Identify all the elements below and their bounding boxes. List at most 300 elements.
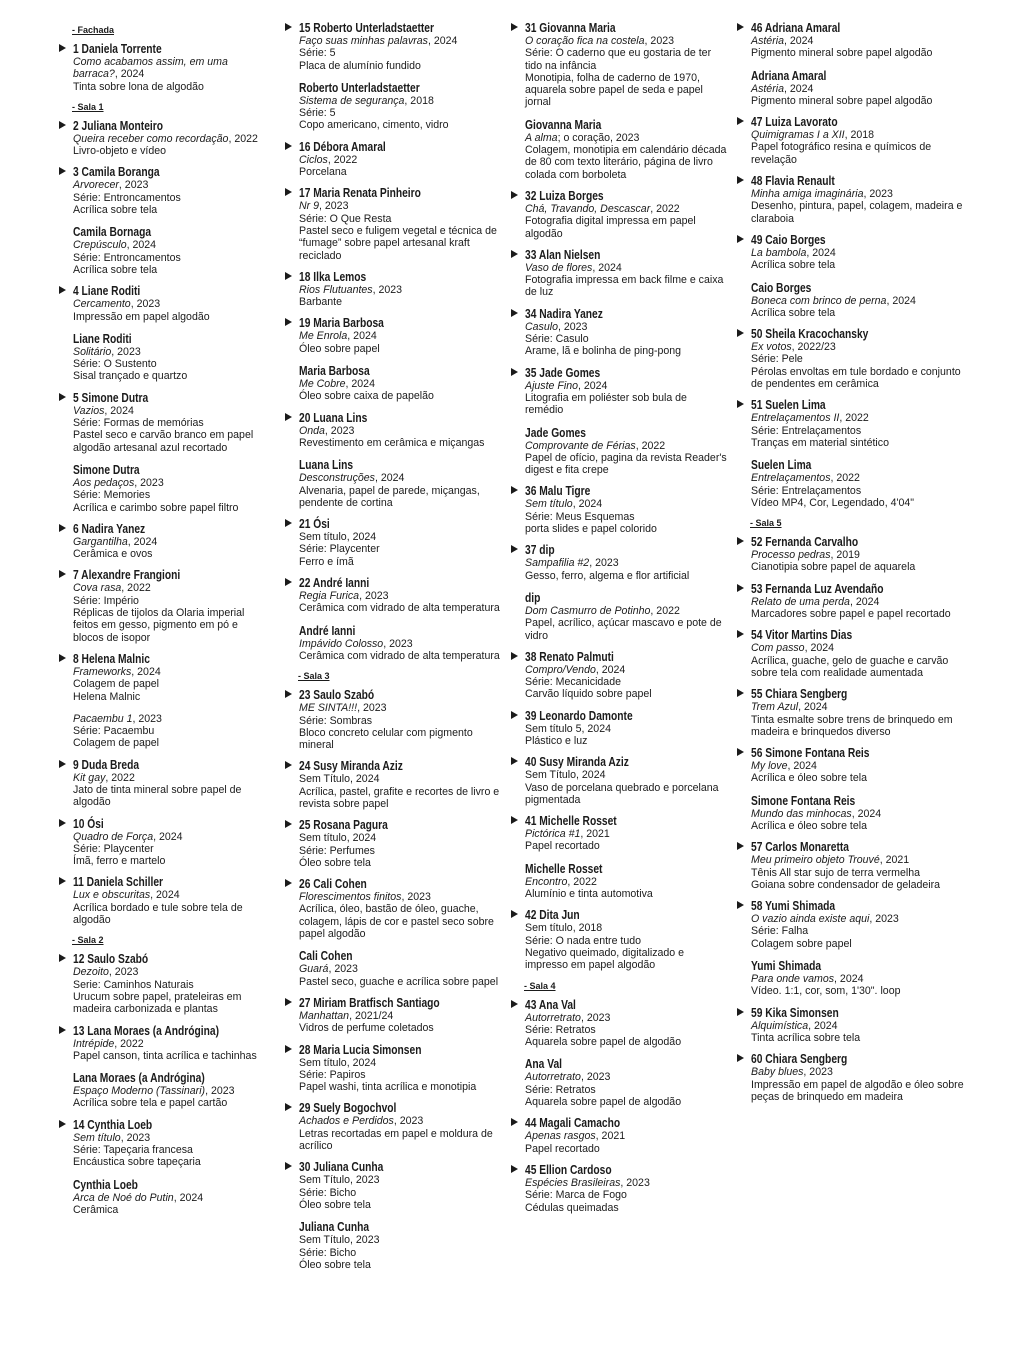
work-block [751,1053,964,1103]
artwork-entry [58,1119,270,1216]
work-block [73,523,270,561]
detail-line: Colagem de papel [73,737,159,750]
artist-name: 6 Nadira Yanez [73,521,146,536]
detail-line: Série: Entroncamentos [73,251,181,264]
work-block [525,999,728,1049]
detail-line: Impressão em papel algodão [73,310,210,323]
work-block [525,909,728,971]
title-line [73,1085,270,1097]
artist-name: 20 Luana Lins [299,410,368,425]
work-block [525,592,728,642]
work-block [525,1164,728,1214]
artwork-entry [736,841,964,891]
title-line [751,701,964,713]
work-block [525,485,728,535]
arrow-icon [737,901,744,909]
detail-line: Acrílica sobre tela [751,306,836,319]
arrow-icon [285,578,292,586]
artist-name: Camila Bornaga [73,225,152,240]
work-year: , 2024 [783,82,814,95]
artist-name: 51 Suelen Lima [751,398,826,413]
detail-line: Cianotipia sobre papel de aquarela [751,561,916,574]
detail-line: Série: O nada entre tudo [525,934,642,947]
artist-name: 55 Chiara Sengberg [751,687,848,702]
artwork-entry [58,120,270,158]
work-block [299,365,500,403]
work-title: Kit gay [73,771,106,784]
work-year: , 2022 [114,1037,144,1050]
detail-line: Vídeo. 1:1, cor, som, 1'30". loop [751,985,901,998]
title-line [73,56,270,81]
detail-line: Bloco concreto celular com pigmento mineral [299,726,473,752]
work-title: Onda [299,424,325,437]
work-block [73,1119,270,1169]
work-block [751,328,964,390]
artist-name: 18 Ilka Lemos [299,269,367,284]
work-year: , 2024 [345,378,375,391]
detail-line: Colagem sobre papel [751,937,852,950]
detail-line: Acrílica sobre tela e papel cartão [73,1097,228,1110]
work-block [73,818,270,868]
detail-line: Série: Entrelaçamentos [751,424,862,437]
artwork-entry [736,175,964,225]
section-heading: - Sala 4 [524,980,556,991]
artist-name: 31 Giovanna Maria [525,21,616,35]
work-title: Ex votos [751,341,792,354]
work-block [299,760,500,810]
detail-line: Papel de ofício, pagina da revista Reader's digest e fita crepe [525,451,727,477]
detail-line: Sem Título, 2024 [525,769,606,782]
work-block [73,713,270,750]
title-line [299,154,500,166]
title-line [751,83,964,95]
artist-name: 41 Michelle Rosset [525,814,617,829]
work-title: Regia Furica [299,590,360,603]
work-title: Frameworks [73,665,132,678]
title-line [751,341,964,353]
detail-line: Impressão em papel de algodão e óleo sobre peças de brinquedo em madeira [751,1078,964,1103]
title-line [525,262,728,274]
detail-line: Acrílica e carimbo sobre papel filtro [73,501,239,514]
detail-line: Série: O Que Resta [299,212,392,225]
detail-line: Sem título, 2024 [299,832,377,845]
artist-name: Ana Val [525,1057,563,1072]
detail-line: Série: O Sustento [73,358,157,371]
detail-line: Tênis All star sujo de terra vermelha [751,866,920,879]
detail-line: Vidros de perfume coletados [299,1022,434,1035]
artist-name: 26 Cali Cohen [299,877,367,892]
detail-line: Acrílica, óleo, bastão de óleo, guache, colagem, lápis de cor e pastel seco sobre papel algodão [299,903,494,941]
work-title: Entrelaçamentos II [751,412,840,425]
artist-name: 40 Susy Miranda Aziz [525,755,629,770]
work-year: , 2023 [134,476,164,489]
arrow-icon [511,545,518,553]
title-line [73,346,270,358]
work-year: , 2022 [830,472,860,485]
detail-line: Serie: Caminhos Naturais [73,978,194,991]
arrow-icon [285,23,292,31]
title-line [525,605,728,617]
work-year: , 2024 [104,404,134,417]
artwork-entry [736,1007,964,1045]
artist-name: Maria Barbosa [299,364,370,379]
work-title: Vazios [73,404,105,417]
artist-name: 21 Ósi [299,517,330,532]
work-block [751,900,964,950]
column-2 [284,22,500,1280]
detail-line: Fotografia digital impressa em papel algodão [525,215,696,240]
arrow-icon [285,998,292,1006]
detail-line: Série: Formas de memórias [73,417,204,430]
arrow-icon [285,142,292,150]
arrow-icon [511,191,518,199]
title-line [299,95,500,107]
artwork-entry [510,485,728,535]
arrow-icon [59,393,66,401]
work-block [751,175,964,225]
arrow-icon [59,654,66,662]
artist-name: Cali Cohen [299,949,353,964]
work-title: Impávido Colosso [299,637,384,650]
detail-line: Papel recortado [525,1142,600,1155]
artwork-entry [284,271,500,309]
artist-name: 52 Fernanda Carvalho [751,535,859,550]
artwork-entry [736,900,964,997]
work-block [299,625,500,663]
detail-line: Sem título 5, 2024 [525,722,611,735]
detail-line: Acrílica sobre tela [751,259,836,272]
arrow-icon [59,44,66,52]
artwork-entry [284,22,500,132]
artwork-entry [510,544,728,641]
work-year: , 2023 [357,702,387,715]
work-year: , 2022 [635,439,666,452]
artist-name: Roberto Unterladstaetter [299,80,420,95]
detail-line: Helena Malnic [73,690,141,703]
artist-name: Giovanna Maria [525,117,602,132]
detail-line: Barbante [299,296,342,309]
detail-line: Porcelana [299,166,347,179]
arrow-icon [737,1008,744,1016]
artist-name: 46 Adriana Amaral [751,21,841,35]
artwork-entry [510,756,728,806]
title-line [525,203,728,215]
work-title: Arca de Noé do Putin [73,1191,174,1204]
detail-line: Alvenaria, papel de parede, miçangas, pendente de cortina [299,484,480,509]
artist-name: 54 Vitor Martins Dias [751,628,853,643]
work-year: , 2023 [319,200,349,213]
work-block [525,190,728,240]
title-line [299,702,500,714]
work-title: Achados e Perdidos [299,1115,394,1128]
arrow-icon [737,329,744,337]
work-title: Cova rasa [73,582,122,595]
work-title: Desconstruções [299,472,375,485]
detail-line: Tranças em material sintético [751,436,889,449]
detail-line: Colagem de papel [73,678,159,691]
artwork-entry [284,317,500,402]
work-title: Guará [299,963,329,976]
arrow-icon [511,309,518,317]
artwork-entry [736,747,964,832]
work-year: , 2023 [401,891,431,904]
work-title: Mundo das minhocas [751,807,852,820]
title-line [73,889,270,901]
work-year: , 2024 [114,68,145,81]
detail-line: Aquarela sobre papel de algodão [525,1036,682,1049]
work-year: , 2024 [347,330,377,343]
artist-name: André Ianni [299,623,356,638]
artist-name: 48 Flavia Renault [751,174,835,189]
work-year: , 2024 [374,472,405,485]
work-year: , 2022 [839,412,869,425]
artwork-entry [58,166,270,276]
artwork-entry [58,653,270,750]
work-block [299,1221,500,1271]
work-block [751,536,964,574]
work-year: , 2023 [589,557,619,570]
arrow-icon [59,760,66,768]
work-block [73,464,270,514]
work-block [525,22,728,109]
artist-name: Juliana Cunha [299,1220,370,1235]
work-block [751,282,964,320]
work-year: , 2024 [787,760,817,773]
title-line [751,412,964,424]
arrow-icon [59,121,66,129]
artist-name: 57 Carlos Monaretta [751,840,849,855]
title-line [751,808,964,820]
work-title: Relato de uma perda [751,595,850,608]
work-block [299,141,500,179]
artist-name: 36 Malu Tigre [525,484,591,499]
title-line [525,440,728,452]
work-year: , 2023 [393,1115,424,1128]
artwork-entry [284,819,500,869]
detail-line: Acrílica sobre tela [73,263,158,276]
work-year: , 2021 [595,1130,626,1143]
work-title: O coração fica na costela [525,35,645,47]
work-year: , 2024 [427,35,458,47]
work-year: , 2018 [844,129,875,142]
arrow-icon [511,711,518,719]
artist-name: 50 Sheila Kracochansky [751,327,869,342]
arrow-icon [59,167,66,175]
work-block [299,997,500,1035]
work-year: , 2018 [404,94,434,107]
title-line [73,772,270,784]
detail-line: Sem título, 2024 [299,1056,377,1069]
work-title: Com passo [751,642,805,655]
title-line [73,666,270,678]
detail-line: Série: Playcenter [299,543,380,556]
detail-line: Arame, lã e bolinha de ping-pong [525,345,682,358]
detail-line: Óleo sobre caixa de papelão [299,390,434,403]
detail-line: Acrílica e óleo sobre tela [751,772,868,785]
detail-line: Papel canson, tinta acrílica e tachinhas [73,1049,257,1062]
detail-line: Série: Bicho [299,1186,357,1199]
title-line [525,132,728,144]
detail-line: Sisal trançado e quartzo [73,370,188,383]
work-title: Rios Flutuantes [299,283,373,296]
work-title: Intrépide [73,1037,115,1050]
title-line [299,284,500,296]
work-year: , 2023 [580,1011,611,1024]
artist-name: 33 Alan Nielsen [525,247,601,262]
artwork-entry [58,285,270,382]
work-block [751,688,964,738]
arrow-icon [59,524,66,532]
detail-line: Série: Império [73,594,139,607]
artist-name: 10 Ósi [73,816,104,831]
detail-line: Alumínio e tinta automotiva [525,888,653,901]
title-line [73,1132,270,1144]
work-block [751,795,964,833]
arrow-icon [737,689,744,697]
title-line [751,188,964,200]
work-block [73,653,270,703]
work-year: , 2023 [111,345,141,358]
work-year: , 2024 [804,642,835,655]
artwork-entry [736,234,964,319]
work-title: Dezoito [73,966,109,979]
work-title: Me Cobre [299,378,346,391]
title-line [73,405,270,417]
title-line [525,1177,728,1189]
detail-line: Série: Bicho [299,1246,357,1259]
artist-name: Luana Lins [299,458,354,473]
title-line [299,1010,500,1022]
artist-name: 56 Simone Fontana Reis [751,746,870,761]
work-block [525,863,728,901]
work-year: , 2021 [879,854,910,867]
work-block [751,1007,964,1045]
artist-name: Michelle Rosset [525,861,603,876]
work-block [299,317,500,355]
work-title: Para onde vamos [751,973,835,986]
artist-name: Yumi Shimada [751,959,822,974]
work-year: , 2023 [644,35,675,47]
arrow-icon [737,117,744,125]
detail-line: Série: Retratos [525,1023,596,1036]
work-title: Boneca com brinco de perna [751,294,887,307]
detail-line: Negativo queimado, digitalizado e impresso em papel algodão [525,946,685,972]
work-block [751,747,964,785]
artwork-entry [58,523,270,561]
title-line [525,664,728,676]
artwork-entry [284,997,500,1035]
artist-name: Suelen Lima [751,458,812,473]
work-block [73,226,270,276]
work-title: Ciclos [299,153,328,166]
title-line [299,963,500,975]
work-title: My love [751,760,788,773]
title-line [73,966,270,978]
artist-name: 4 Liane Roditi [73,284,141,299]
detail-line: Série: Playcenter [73,842,154,855]
detail-line: Pastel seco e fuligem vegetal e técnica de “fumage” sobre papel artesanal kraft reciclado [299,224,497,262]
detail-line: Cerâmica com vidrado de alta temperatura [299,649,500,662]
arrow-icon [59,1026,66,1034]
work-block [73,333,270,383]
artist-name: 9 Duda Breda [73,757,140,772]
arrow-icon [511,1000,518,1008]
detail-line: Sem Título, 2024 [299,773,380,786]
detail-line: Sem título, 2024 [299,531,377,544]
detail-line: Série: Sombras [299,714,373,727]
artwork-entry [510,815,728,900]
artist-name: 11 Daniela Schiller [73,875,164,890]
arrow-icon [59,286,66,294]
arrow-icon [285,1103,292,1111]
work-title: Faço suas minhas palavras [299,35,428,47]
detail-line: Série: Falha [751,925,809,938]
work-title: Casulo [525,320,558,333]
title-line [299,330,500,342]
arrow-icon [59,877,66,885]
work-block [525,710,728,748]
arrow-icon [511,486,518,494]
work-block [525,756,728,806]
artist-name: 2 Juliana Monteiro [73,118,163,133]
work-title: Encontro [525,875,568,888]
artwork-entry [58,818,270,868]
detail-line: Série: Tapeçaria francesa [73,1144,193,1157]
detail-line: Litografia em poliéster sob bula de remédio [525,391,687,417]
title-line [299,378,500,390]
work-title: Quimigramas I a XII [751,129,845,142]
detail-line: Plástico e luz [525,734,588,747]
work-title: Lux e obscuritas [73,889,151,902]
title-line [525,1012,728,1024]
work-title: Solitário [73,345,112,358]
arrow-icon [285,413,292,421]
artist-name: 7 Alexandre Frangioni [73,568,181,583]
work-year: , 2024 [127,535,158,548]
column-4 [736,22,964,1112]
title-line [525,876,728,888]
work-title: Pictórica #1 [525,828,581,841]
artist-name: 13 Lana Moraes (a Andrógina) [73,1023,219,1038]
work-block [751,841,964,891]
arrow-icon [511,816,518,824]
work-block [525,815,728,853]
detail-line: Série: Pele [751,353,803,366]
detail-line: Papel recortado [525,840,600,853]
artist-name: 34 Nadira Yanez [525,306,603,321]
title-line [299,472,500,484]
work-block [525,308,728,358]
artwork-entry [58,392,270,514]
work-block [299,950,500,988]
work-year: , 2021/24 [349,1009,394,1022]
title-line [73,1038,270,1050]
work-title: Quadro de Força [73,830,154,843]
work-year: , 2023 [328,963,358,976]
work-title: Me Enrola [299,330,348,343]
work-title: Espécies Brasileiras [525,1176,621,1189]
artist-name: 38 Renato Palmuti [525,649,614,664]
work-block [751,234,964,272]
detail-line: Pastel seco, guache e acrílica sobre papel [299,975,499,988]
work-year: , 2023 [869,913,899,926]
title-line [751,913,964,925]
artwork-entry [736,399,964,509]
artist-name: 29 Suely Bogochvol [299,1101,397,1116]
column-1 [58,22,270,1225]
arrow-icon [285,188,292,196]
work-block [73,569,270,643]
